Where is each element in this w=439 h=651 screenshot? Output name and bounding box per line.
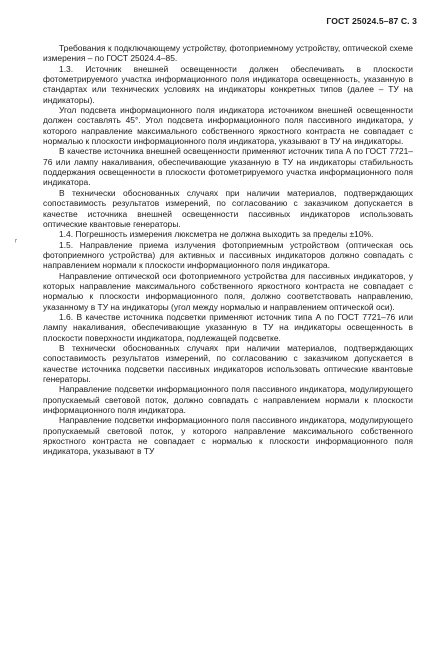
paragraph: 1.6. В качестве источника подсветки применяют источник типа А по ГОСТ 7721–76 или лампу накаливания, обеспечивающие указанную в ТУ на индикаторы освещенность в плоскости поверхности индикатора, подлежащей подсветке.: [43, 311, 413, 343]
paragraph: 1.5. Направление приема излучения фотоприемным устройством (оптическая ось фотоприемного устройства) для активных и пассивных индикаторов должно совпадать с направлением нормали к плоскости информационного поля индикатора.: [43, 239, 413, 271]
paragraph: 1.4. Погрешность измерения люксметра не должна выходить за пределы ±10%.: [59, 229, 374, 240]
paragraph: 1.3. Источник внешней освещенности должен обеспечивать в плоскости фотометрируемого участка информационного поля индикатора освещенность, указанную в стандартах или технических условиях на индикаторы конкретных типов (далее – ТУ на индикаторы).: [43, 63, 413, 105]
paragraph: В технически обоснованных случаях при наличии материалов, подтверждающих сопоставимость результатов измерений, по согласованию с заказчиком допускается в качестве источника подсветки пассивных индикаторов использовать оптические квантовые генераторы.: [43, 342, 413, 384]
paragraph: Требования к подключающему устройству, фотоприемному устройству, оптической схеме измерения – по ГОСТ 25024.4–85.: [43, 43, 413, 64]
margin-mark: ᵣ: [15, 234, 18, 244]
paragraph: Направление оптической оси фотоприемного устройства для пассивных индикаторов, у которых направление максимального собственного яркостного контраста не совпадает с нормалью к плоскости информационного поля, должно соответствовать направлению, указанному в ТУ на индикаторы (угол между нормалью и направлением оптической оси).: [43, 270, 413, 312]
paragraph: В качестве источника внешней освещенности применяют источник типа А по ГОСТ 7721–76 или лампу накаливания, обеспечивающие указанную в ТУ на индикаторы стабильность поддержания освещенности в плоскости фотометрируемого участка информационного поля индикатора.: [43, 146, 413, 188]
document-body: [43, 43, 413, 457]
paragraph: Направление подсветки информационного поля пассивного индикатора, модулирующего пропускаемый световой поток, у которого направление максимального собственного яркостного контраста не совпадает с нормалью к плоскости информационного поля индикатора, указывают в ТУ: [43, 415, 413, 457]
paragraph: Угол подсвета информационного поля индикатора источником внешней освещенности должен составлять 45°. Угол подсвета информационного поля пассивного индикатора, у которого направление максимального собственного яркостного контраста не совпадает с нормалью к плоскости информационного поля индикатора, указывают в ТУ на индикаторы.: [43, 105, 413, 147]
paragraph: Направление подсветки информационного поля пассивного индикатора, модулирующего пропускаемый световой поток, должно совпадать с направлением нормали к плоскости информационного поля индикатора.: [43, 384, 413, 416]
paragraph: В технически обоснованных случаях при наличии материалов, подтверждающих сопоставимость результатов измерений, по согласованию с заказчиком допускается в качестве источника внешней освещенности пассивных индикаторов использовать оптические квантовые генераторы.: [43, 187, 413, 229]
page-header: ГОСТ 25024.5–87 С. 3: [326, 16, 417, 26]
